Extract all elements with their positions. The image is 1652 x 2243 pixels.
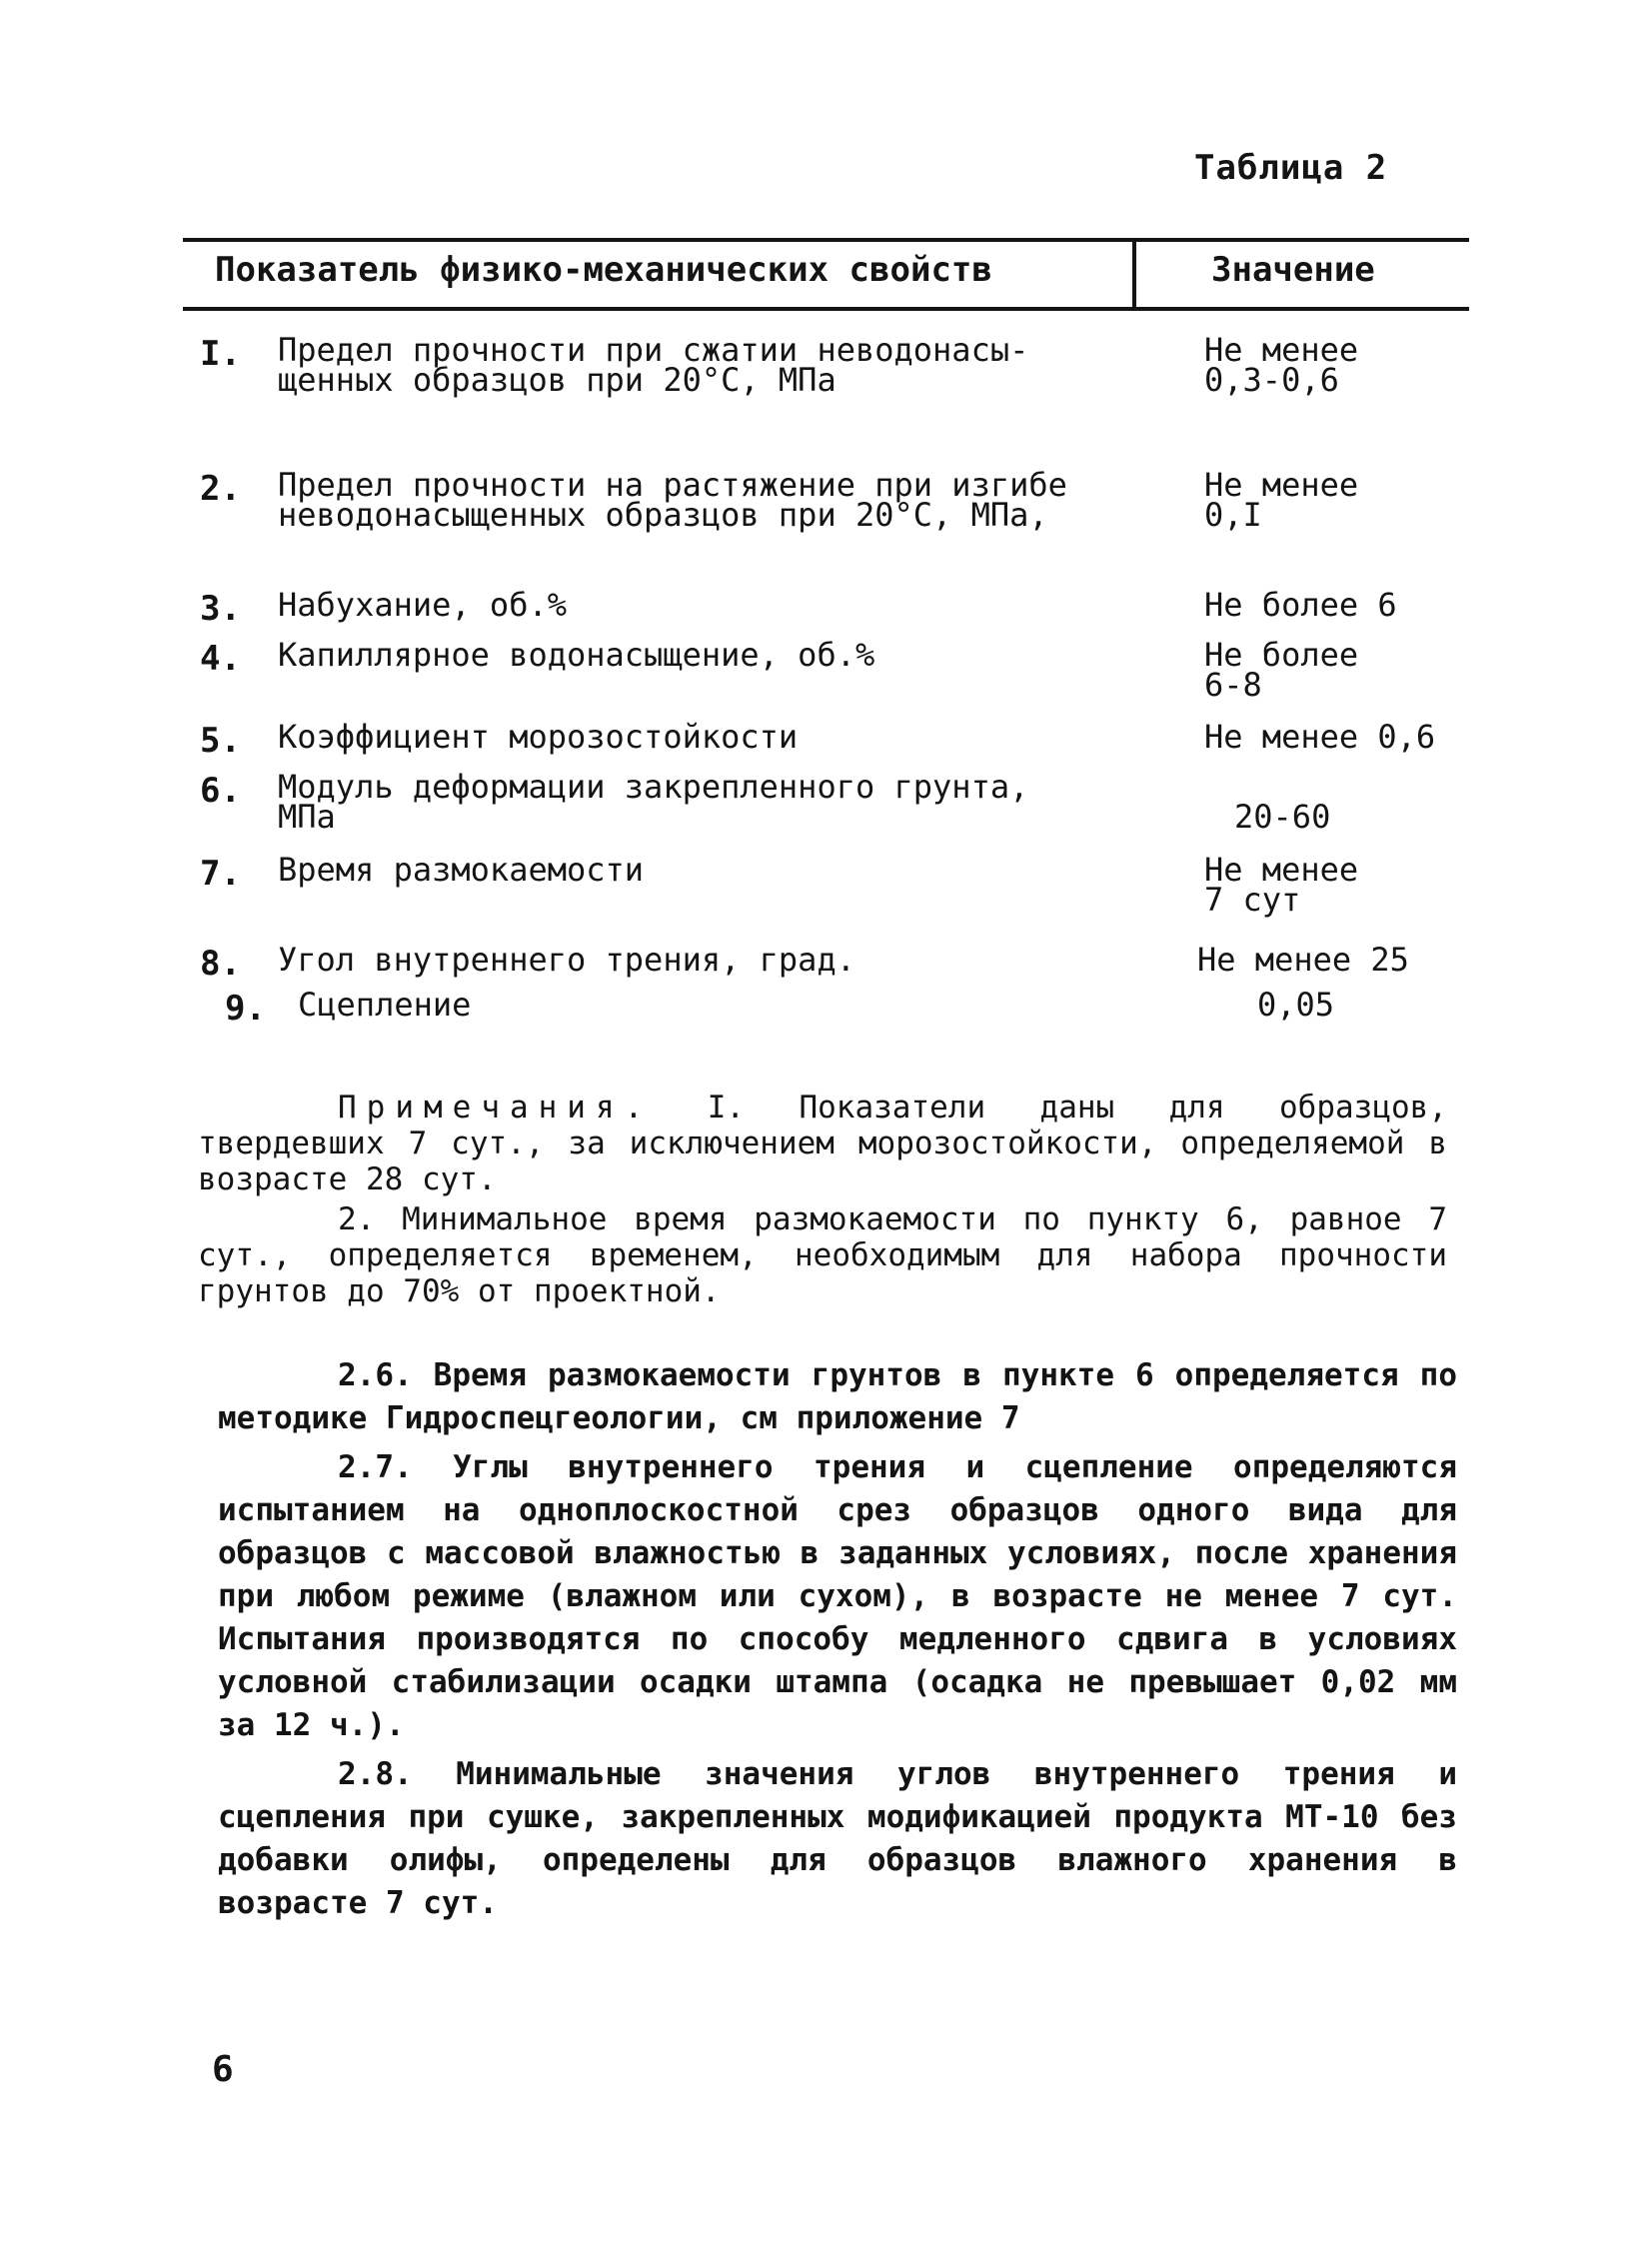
table-header-value: Значение <box>1211 250 1375 290</box>
row-property: Модуль деформации закрепленного грунта, МПа <box>278 768 1029 836</box>
row-number: 5. <box>200 721 241 761</box>
note-1-text: I. Показатели даны для образцов, твердевших 7 сут., за исключением морозостойкости, определяемой в возрасте 28 сут. <box>198 1090 1447 1197</box>
row-value: Не менее 7 сут <box>1204 851 1359 919</box>
row-value: Не менее 0,I <box>1204 466 1359 534</box>
row-value: Не более 6 <box>1204 586 1397 624</box>
row-number: 8. <box>200 944 241 984</box>
row-property: Капиллярное водонасыщение, об.% <box>278 636 875 674</box>
row-property: Время размокаемости <box>278 851 645 889</box>
row-number: 6. <box>200 771 241 811</box>
table-notes <box>198 1090 1447 1313</box>
row-property: Сцепление <box>298 986 472 1024</box>
row-value: Не менее 0,3-0,6 <box>1204 331 1359 399</box>
row-number: 7. <box>200 854 241 894</box>
note-2: 2. Минимальное время размокаемости по пункту 6, равное 7 сут., определяется временем, необходимым для набора прочности грунтов до 70% от проектной. <box>198 1201 1447 1309</box>
paragraph-2-6: 2.6. Время размокаемости грунтов в пункте 6 определяется по методике Гидроспецгеологии, см приложение 7 <box>218 1357 1457 1436</box>
row-number: 9. <box>225 989 266 1029</box>
row-value: Не менее 25 <box>1197 941 1409 979</box>
notes-label: Примечания. <box>338 1090 654 1125</box>
row-property: Угол внутреннего трения, град. <box>278 941 855 979</box>
page-number: 6 <box>212 2049 234 2090</box>
paragraph-2-7: 2.7. Углы внутреннего трения и сцепление определяются испытанием на одноплоскостной срез образцов одного вида для образцов с массовой влажностью в заданных условиях, после хранения при любом режиме (влажном или сухом), в возрасте не менее 7 сут. Испытания производятся по способу медленного сдвига в условиях условной стабилизации осадки штампа (осадка не превышает 0,02 мм за 12 ч.). <box>218 1449 1457 1743</box>
row-property: Коэффициент морозостойкости <box>278 718 799 756</box>
table-caption: Таблица 2 <box>1194 148 1388 188</box>
row-number: I. <box>200 334 241 374</box>
note-1 <box>198 1090 1447 1197</box>
row-number: 3. <box>200 589 241 629</box>
row-property: Предел прочности при сжатии неводонасы- щенных образцов при 20°С, МПа <box>278 331 1029 399</box>
table-top-rule <box>183 238 1469 242</box>
row-value: 20-60 <box>1234 798 1331 836</box>
table-header-divider <box>1132 240 1136 310</box>
row-number: 4. <box>200 639 241 679</box>
row-value: 0,05 <box>1257 986 1335 1024</box>
body-text <box>218 1354 1457 1931</box>
row-number: 2. <box>200 469 241 509</box>
row-property: Набухание, об.% <box>278 586 567 624</box>
row-value: Не менее 0,6 <box>1204 718 1436 756</box>
row-property: Предел прочности на растяжение при изгибе неводонасыщенных образцов при 20°С, МПа, <box>278 466 1067 534</box>
row-value: Не более 6-8 <box>1204 636 1359 704</box>
table-header-rule <box>183 307 1469 311</box>
paragraph-2-8: 2.8. Минимальные значения углов внутреннего трения и сцепления при сушке, закрепленных модификацией продукта МТ-10 без добавки олифы, определены для образцов влажного хранения в возрасте 7 сут. <box>218 1756 1457 1921</box>
table-header-property: Показатель физико-механических свойств <box>215 250 992 290</box>
